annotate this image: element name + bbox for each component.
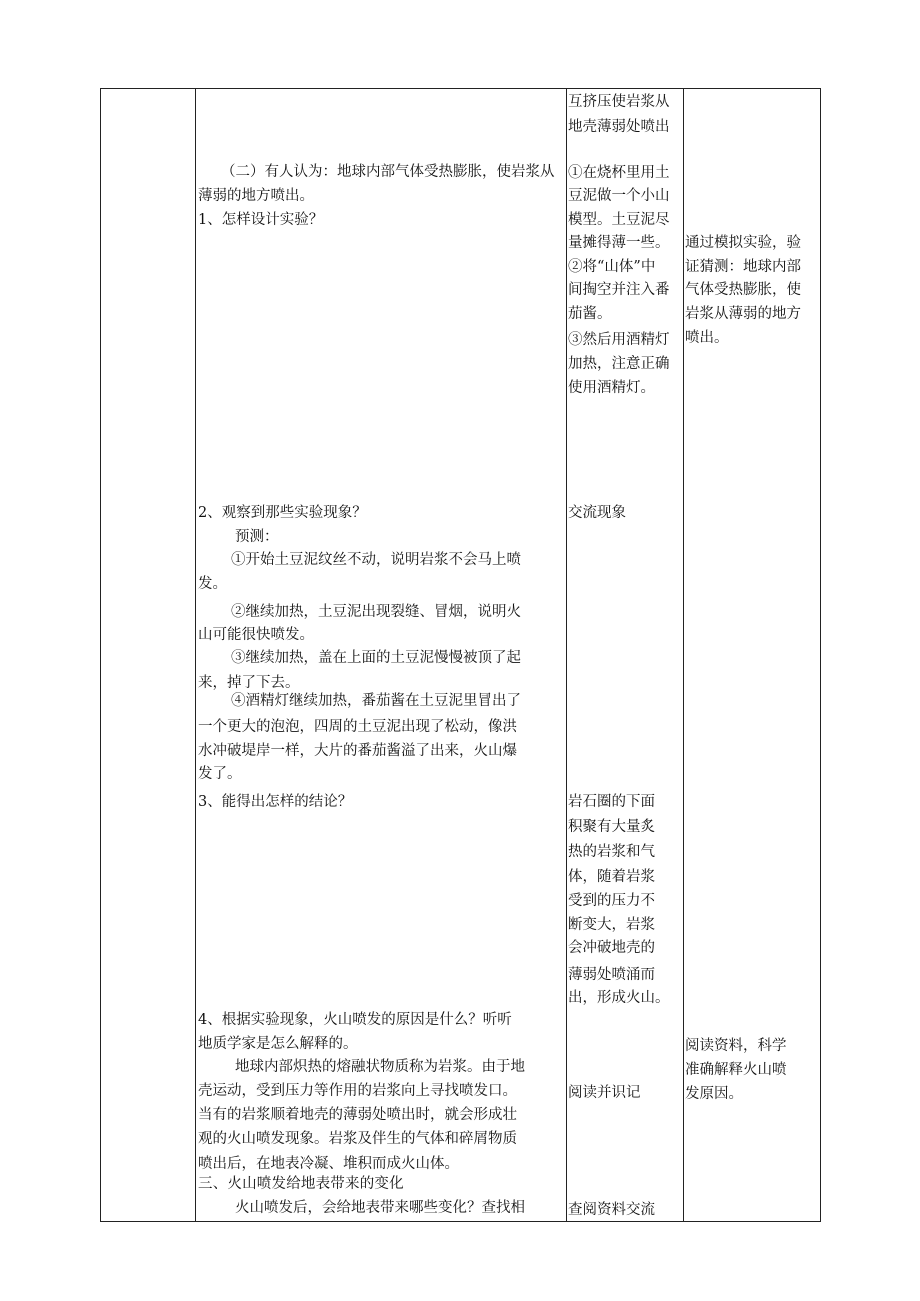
observation-4-cont: 一个更大的泡泡，四周的土豆泥出现了松动，像洪 <box>198 719 517 735</box>
conclusion-line: 岩石圈的下面 <box>568 794 655 810</box>
section-3-question: 火山喷发后，会给地表带来哪些变化？查找相 <box>235 1200 525 1216</box>
read-and-memorize: 阅读并识记 <box>568 1085 641 1101</box>
experiment-step: 茄酱。 <box>568 306 612 322</box>
intent-line: 喷出。 <box>685 330 729 346</box>
conclusion-line: 热的岩浆和气 <box>568 844 655 860</box>
observation-3: ③继续加热，盖在上面的土豆泥慢慢被顶了起 <box>231 650 521 666</box>
intent-line: 岩浆从薄弱的地方 <box>685 306 801 322</box>
conclusion-line: 断变大，岩浆 <box>568 917 655 933</box>
conclusion-line: 受到的压力不 <box>568 893 655 909</box>
intro-title-cont: 薄弱的地方喷出。 <box>198 188 314 204</box>
question-2: 2、观察到那些实验现象？ <box>198 505 367 521</box>
explanation-line: 当有的岩浆顺着地壳的薄弱处喷出时，就会形成壮 <box>198 1107 517 1123</box>
experiment-step: 豆泥做一个小山 <box>568 188 670 204</box>
experiment-step: 使用酒精灯。 <box>568 380 655 396</box>
experiment-step: 模型。土豆泥尽 <box>568 212 670 228</box>
conclusion-line: 体，随着岩浆 <box>568 869 655 885</box>
explanation-line: 观的火山喷发现象。岩浆及伴生的气体和碎屑物质 <box>198 1131 517 1147</box>
intro-title: （二）有人认为：地球内部气体受热膨胀，使岩浆从 <box>221 164 555 180</box>
experiment-step: ②将“山体”中 <box>568 259 656 275</box>
explanation-line: 壳运动，受到压力等作用的岩浆向上寻找喷发口。 <box>198 1083 517 1099</box>
experiment-step: 量摊得薄一些。 <box>568 235 670 251</box>
lesson-table <box>100 88 821 1222</box>
conclusion-line: 会冲破地壳的 <box>568 940 655 956</box>
exchange-phenomena: 交流现象 <box>568 505 626 521</box>
observation-4: ④酒精灯继续加热，番茄酱在土豆泥里冒出了 <box>231 693 521 709</box>
section-3-heading: 三、火山喷发给地表带来的变化 <box>198 1176 404 1192</box>
experiment-step: ③然后用酒精灯 <box>568 332 670 348</box>
prediction-label: 预测： <box>235 529 279 545</box>
intent-line: 气体受热膨胀，使 <box>685 282 801 298</box>
experiment-step: 间掏空并注入番 <box>568 282 670 298</box>
observation-3-cont: 来，掉了下去。 <box>198 675 300 691</box>
question-4: 4、根据实验现象，火山喷发的原因是什么？听听 <box>198 1012 512 1028</box>
conclusion-line: 积聚有大量炙 <box>568 819 655 835</box>
explanation-line: 喷出后，在地表冷凝、堆积而成火山体。 <box>198 1156 459 1172</box>
column-divider <box>195 89 196 1221</box>
experiment-step: ①在烧杯里用土 <box>568 165 670 181</box>
activity-line: 互挤压使岩浆从 <box>568 94 670 110</box>
intent-line: 发原因。 <box>685 1086 743 1102</box>
intent-line: 准确解释火山喷 <box>685 1062 787 1078</box>
observation-1-cont: 发。 <box>198 576 227 592</box>
conclusion-line: 出，形成火山。 <box>568 990 670 1006</box>
experiment-step: 加热，注意正确 <box>568 356 670 372</box>
observation-1: ①开始土豆泥纹丝不动，说明岩浆不会马上喷 <box>231 552 521 568</box>
intent-line: 证猜测：地球内部 <box>685 259 801 275</box>
intent-line: 通过模拟实验，验 <box>685 235 801 251</box>
observation-2: ②继续加热，土豆泥出现裂缝、冒烟，说明火 <box>231 604 521 620</box>
observation-2-cont: 山可能很快喷发。 <box>198 627 314 643</box>
intent-line: 阅读资料，科学 <box>685 1038 787 1054</box>
consult-and-exchange: 查阅资料交流 <box>568 1202 655 1218</box>
explanation-line: 地球内部炽热的熔融状物质称为岩浆。由于地 <box>235 1059 525 1075</box>
observation-4-cont: 发了。 <box>198 766 242 782</box>
conclusion-line: 薄弱处喷涌而 <box>568 967 655 983</box>
question-1: 1、怎样设计实验？ <box>198 212 324 228</box>
observation-4-cont: 水冲破堤岸一样，大片的番茄酱溢了出来，火山爆 <box>198 743 517 759</box>
question-4-cont: 地质学家是怎么解释的。 <box>198 1036 358 1052</box>
question-3: 3、能得出怎样的结论？ <box>198 794 353 810</box>
activity-line: 地壳薄弱处喷出 <box>568 119 670 135</box>
